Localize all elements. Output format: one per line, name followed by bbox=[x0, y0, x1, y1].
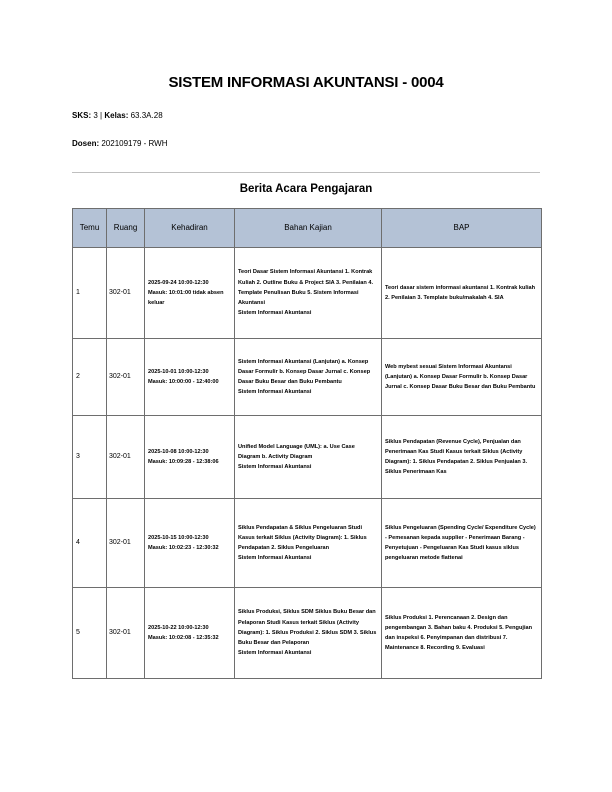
cell-kehadiran bbox=[145, 499, 235, 588]
divider bbox=[72, 172, 540, 173]
kehadiran-status: Masuk: 10:09:28 - 12:38:06 bbox=[148, 459, 219, 465]
kehadiran-date: 2025-10-22 10:00-12:30 bbox=[148, 624, 209, 631]
kehadiran-date: 2025-10-15 10:00-12:30 bbox=[148, 534, 209, 541]
cell-bahan-kajian bbox=[235, 499, 382, 588]
cell-ruang: 302-01 bbox=[107, 416, 145, 499]
kehadiran-date: 2025-10-01 10:00-12:30 bbox=[148, 368, 209, 375]
cell-temu: 5 bbox=[73, 588, 107, 679]
kehadiran-date: 2025-09-24 10:00-12:30 bbox=[148, 279, 209, 286]
header-bahan-kajian: Bahan Kajian bbox=[235, 209, 382, 248]
cell-temu: 1 bbox=[73, 248, 107, 339]
bahan-kajian-text: Siklus Produksi, Siklus SDM Siklus Buku Besar dan Pelaporan Studi Kasus terkait Siklus (Activity Diagram): 1. Siklus Produksi 2. Siklus SDM 3. Siklus Buku Besar dan Pelaporan bbox=[238, 609, 377, 647]
table-row bbox=[73, 416, 542, 499]
sks-label: SKS: bbox=[72, 111, 92, 120]
cell-bap: Web mybest sesuai Sistem Informasi Akuntansi (Lanjutan) a. Konsep Dasar Formulir b. Konsep Dasar Jurnal c. Konsep Dasar Buku Besar dan Buku Pembantu bbox=[382, 339, 542, 416]
dosen-value: 202109179 - RWH bbox=[101, 139, 168, 148]
cell-kehadiran bbox=[145, 416, 235, 499]
cell-bap: Siklus Produksi 1. Perencanaan 2. Design dan pengembangan 3. Bahan baku 4. Produksi 5. Pengujian dan inspeksi 6. Penyimpanan dan distribusi 7. Maintenance 8. Recording 9. Evaluasi bbox=[382, 588, 542, 679]
course-meta bbox=[72, 111, 163, 120]
bahan-kajian-footer: Sistem Informasi Akuntansi bbox=[238, 650, 312, 657]
teaching-log-table bbox=[72, 208, 542, 679]
table-row bbox=[73, 499, 542, 588]
bahan-kajian-text: Sistem Informasi Akuntansi (Lanjutan) a. Konsep Dasar Formulir b. Konsep Dasar Jurnal c. Konsep Dasar Buku Besar dan Buku Pembantu bbox=[238, 358, 371, 385]
kelas-value: 63.3A.28 bbox=[130, 111, 163, 120]
table-row bbox=[73, 588, 542, 679]
kehadiran-status: Masuk: 10:02:23 - 12:30:32 bbox=[148, 545, 219, 551]
cell-temu: 4 bbox=[73, 499, 107, 588]
cell-bap: Teori dasar sistem informasi akuntansi 1. Kontrak kuliah 2. Penilaian 3. Template buku/makalah 4. SIA bbox=[382, 248, 542, 339]
header-temu: Temu bbox=[73, 209, 107, 248]
kehadiran-status: Masuk: 10:02:08 - 12:35:32 bbox=[148, 635, 219, 641]
bahan-kajian-text: Siklus Pendapatan & Siklus Pengeluaran Studi Kasus terkait Siklus (Activity Diagram): 1. Siklus Pendapatan 2. Siklus Pengeluaran bbox=[238, 524, 367, 551]
table-row bbox=[73, 248, 542, 339]
bahan-kajian-text: Unified Model Language (UML): a. Use Case Diagram b. Activity Diagram bbox=[238, 443, 355, 460]
cell-ruang: 302-01 bbox=[107, 588, 145, 679]
cell-kehadiran bbox=[145, 588, 235, 679]
lecturer-meta bbox=[72, 139, 167, 148]
cell-bahan-kajian bbox=[235, 588, 382, 679]
table-row bbox=[73, 339, 542, 416]
kehadiran-status: Masuk: 10:01:00 tidak absen keluar bbox=[148, 289, 224, 307]
bahan-kajian-footer: Sistem Informasi Akuntansi bbox=[238, 555, 312, 562]
dosen-label: Dosen: bbox=[72, 139, 100, 148]
cell-bap: Siklus Pengeluaran (Spending Cycle/ Expenditure Cycle) - Pemesanan kepada supplier - Penerimaan Barang - Penyetujuan - Pengeluaran Kas Studi kasus siklus pengeluaran metode flattenai bbox=[382, 499, 542, 588]
cell-kehadiran bbox=[145, 339, 235, 416]
table-header-row bbox=[73, 209, 542, 248]
cell-ruang: 302-01 bbox=[107, 499, 145, 588]
bahan-kajian-footer: Sistem Informasi Akuntansi bbox=[238, 310, 312, 317]
kehadiran-status: Masuk: 10:00:00 - 12:40:00 bbox=[148, 379, 219, 385]
document-title: SISTEM INFORMASI AKUNTANSI - 0004 bbox=[168, 74, 444, 91]
header-ruang: Ruang bbox=[107, 209, 145, 248]
header-kehadiran: Kehadiran bbox=[145, 209, 235, 248]
section-title: Berita Acara Pengajaran bbox=[239, 183, 373, 195]
header-bap: BAP bbox=[382, 209, 542, 248]
sks-value: 3 bbox=[93, 111, 98, 120]
cell-ruang: 302-01 bbox=[107, 248, 145, 339]
bahan-kajian-footer: Sistem Informasi Akuntansi bbox=[238, 464, 312, 471]
cell-bahan-kajian bbox=[235, 339, 382, 416]
cell-bahan-kajian bbox=[235, 416, 382, 499]
cell-bahan-kajian bbox=[235, 248, 382, 339]
bahan-kajian-footer: Sistem Informasi Akuntansi bbox=[238, 389, 312, 396]
kehadiran-date: 2025-10-08 10:00-12:30 bbox=[148, 448, 209, 455]
cell-kehadiran bbox=[145, 248, 235, 339]
meta-separator: | bbox=[100, 111, 103, 120]
kelas-label: Kelas: bbox=[104, 111, 129, 120]
cell-temu: 3 bbox=[73, 416, 107, 499]
cell-bap: Siklus Pendapatan (Revenue Cycle), Penjualan dan Penerimaan Kas Studi Kasus terkait Siklus (Activity Diagram): 1. Siklus Pendapatan 2. Siklus Penjualan 3. Siklus Penerimaan Kas bbox=[382, 416, 542, 499]
cell-temu: 2 bbox=[73, 339, 107, 416]
cell-ruang: 302-01 bbox=[107, 339, 145, 416]
bahan-kajian-text: Teori Dasar Sistem Informasi Akuntansi 1. Kontrak Kuliah 2. Outline Buku & Project SIA 3. Penilaian 4. Template Penulisan Buku 5. Sistem Informasi Akuntansi bbox=[238, 269, 374, 307]
